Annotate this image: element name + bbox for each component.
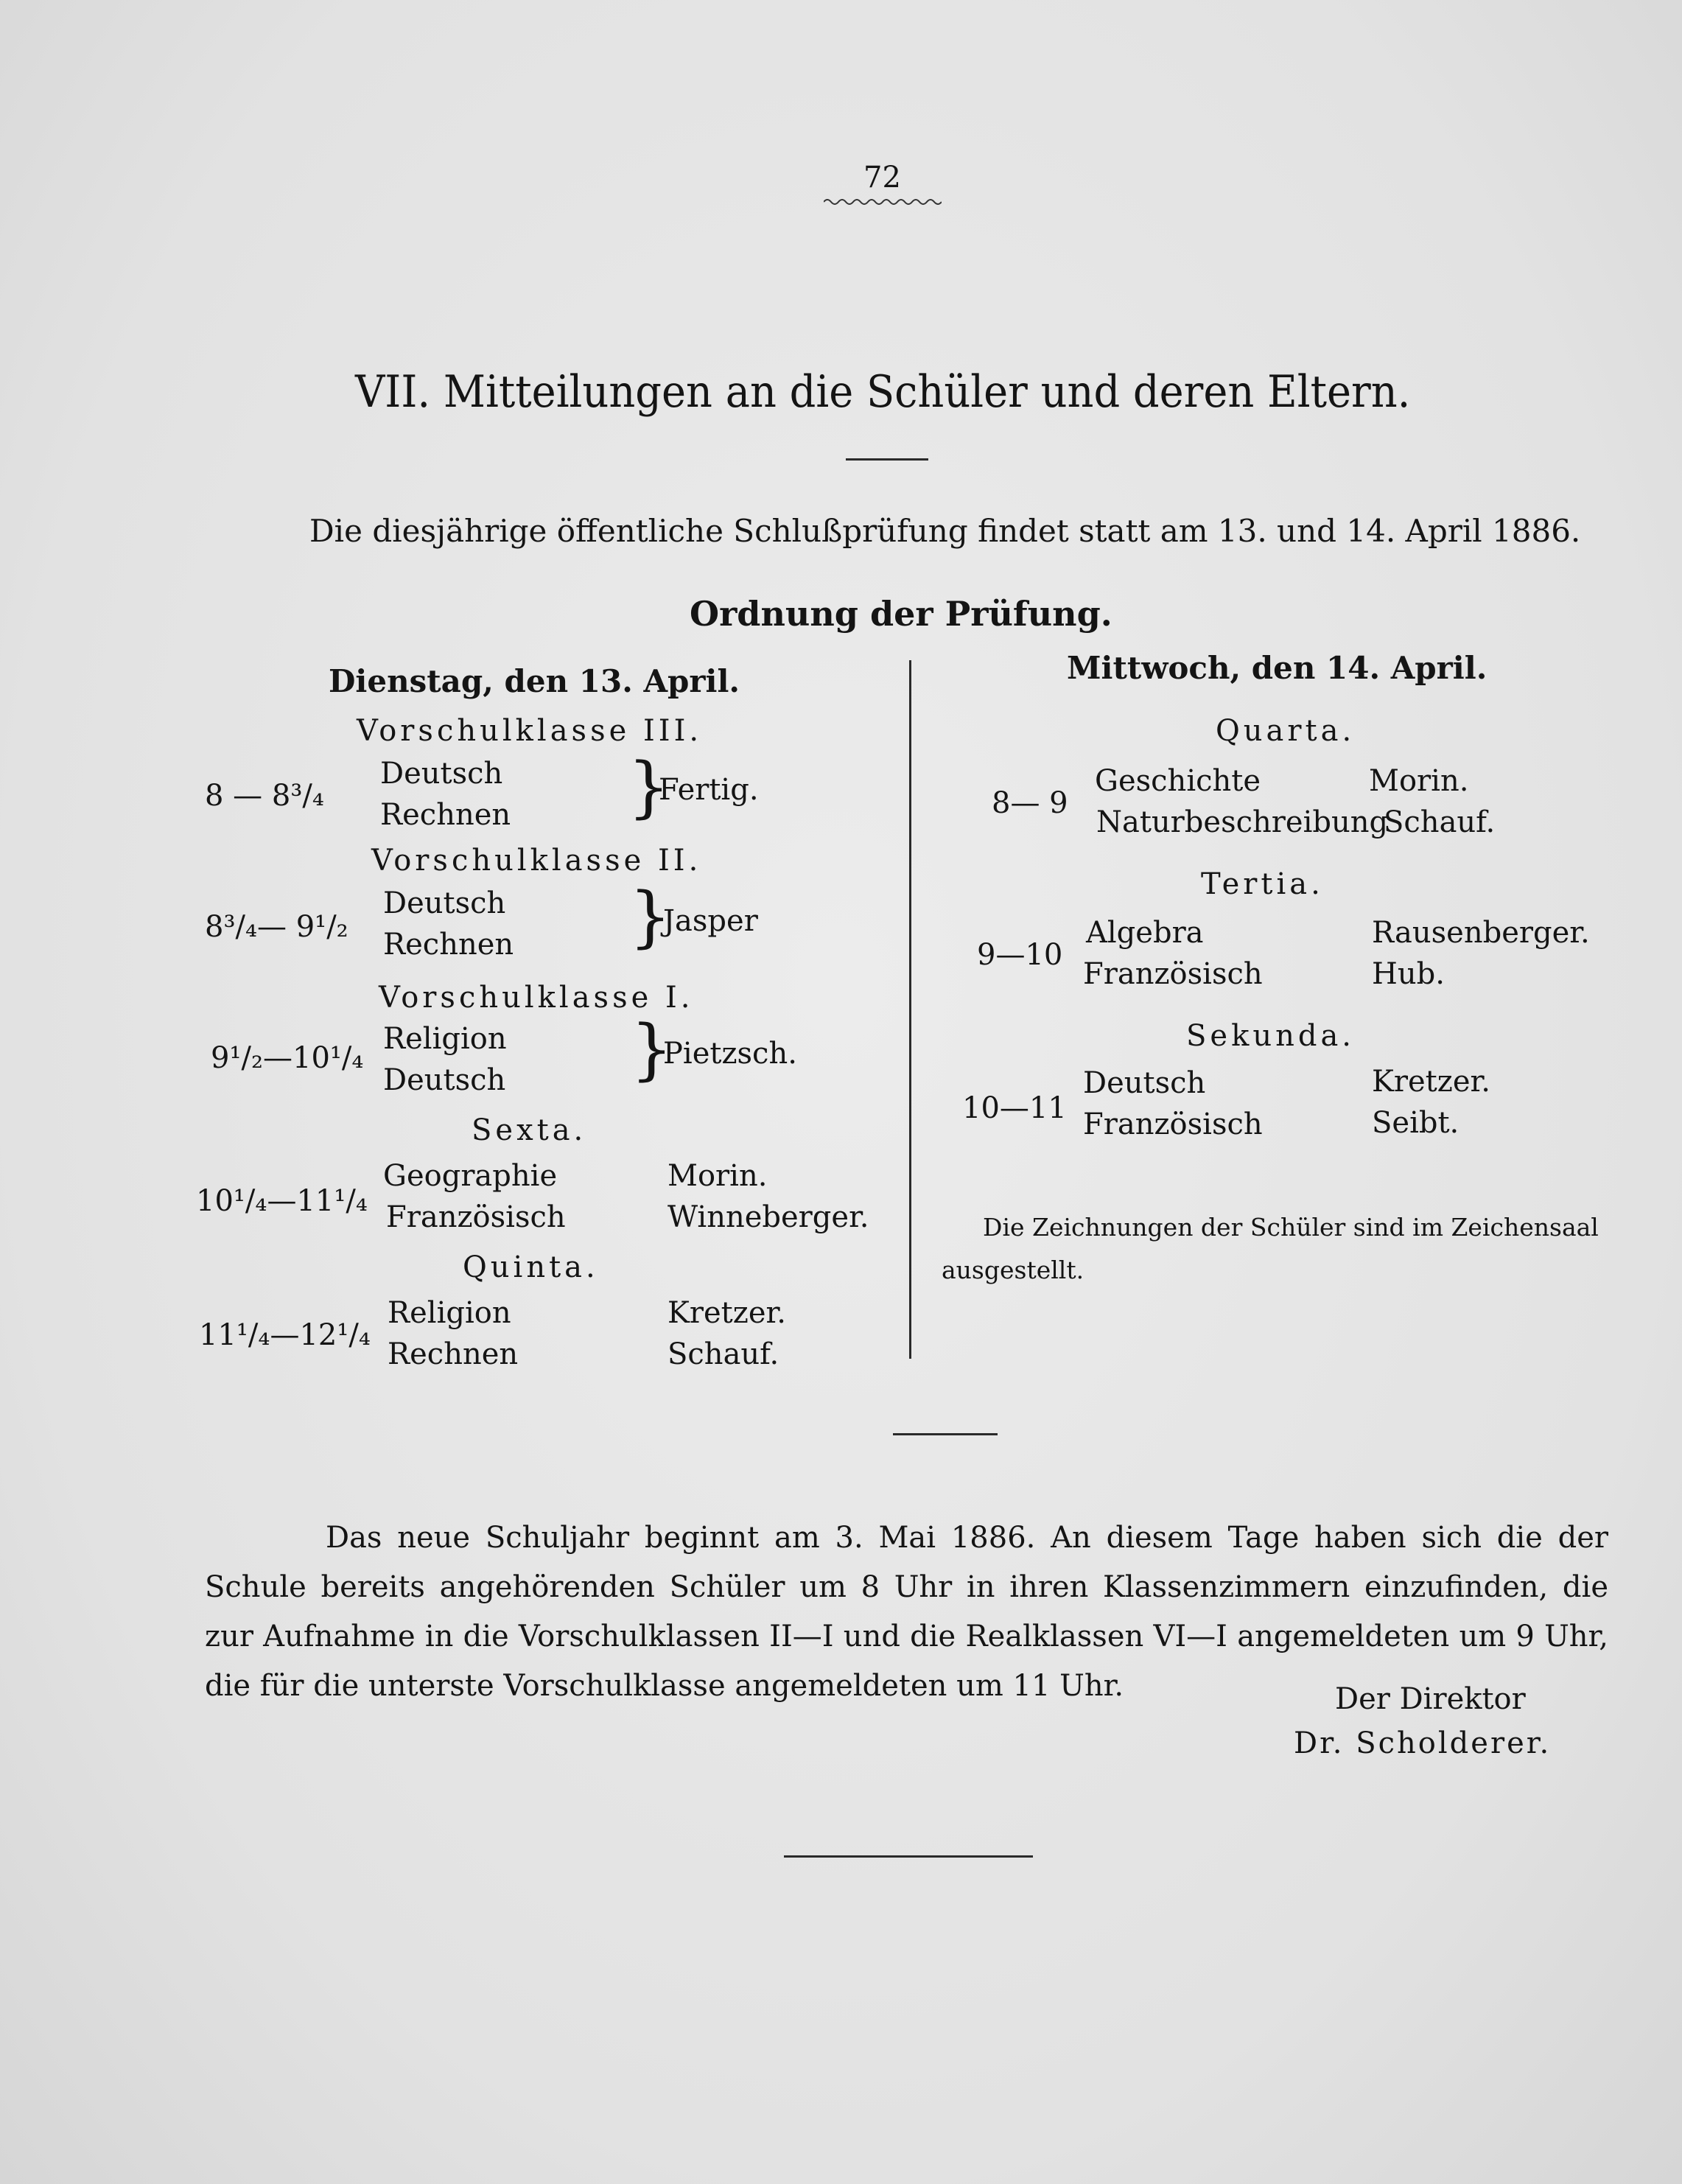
class-title: Vorschulklasse II.	[371, 844, 702, 878]
subject: Religion	[388, 1296, 511, 1330]
subject: Französisch	[1083, 1107, 1263, 1141]
subject: Geschichte	[1095, 764, 1261, 798]
teacher: Fertig.	[659, 773, 759, 807]
class-title: Tertia.	[1201, 867, 1324, 901]
subject: Naturbeschreibung	[1096, 805, 1389, 839]
time-slot: 10—11	[962, 1091, 1067, 1125]
brace: }	[629, 878, 672, 956]
class-title: Vorschulklasse I.	[379, 981, 694, 1015]
heading-rule	[846, 458, 928, 461]
class-title: Quinta.	[463, 1250, 599, 1284]
subject: Rechnen	[380, 798, 511, 832]
class-title: Sexta.	[472, 1113, 587, 1147]
signature-name: Dr. Scholderer.	[1294, 1726, 1552, 1760]
subject: Rechnen	[388, 1337, 519, 1371]
teacher: Schauf.	[667, 1337, 779, 1371]
subject: Deutsch	[380, 757, 503, 791]
exhibition-note: Die Zeichnungen der Schüler sind im Zeichensaal	[983, 1213, 1599, 1242]
subject: Französisch	[1083, 957, 1263, 991]
closing-text: Das neue Schuljahr beginnt am 3. Mai 1886. An diesem Tage haben sich die der Schule bereits angehörenden Schüler um 8 Uhr in ihren Klassenzimmern einzufinden, die zur Aufnahme in die Vorschulklassen II—I und die Realklassen VI—I angemeldeten um 9 Uhr, die für die unterste Vorschulklasse angemeldeten um 11 Uhr.	[205, 1521, 1608, 1703]
teacher: Kretzer.	[667, 1296, 786, 1330]
left-day-heading: Dienstag, den 13. April.	[329, 663, 740, 699]
exhibition-note-cont: ausgestellt.	[942, 1256, 1084, 1284]
teacher: Winneberger.	[667, 1200, 869, 1234]
subject: Deutsch	[1083, 1066, 1206, 1100]
column-divider	[909, 660, 911, 1359]
class-title: Vorschulklasse III.	[357, 714, 703, 748]
section-rule	[893, 1433, 998, 1435]
closing-paragraph	[205, 1513, 1608, 1711]
page-number: 72	[863, 161, 901, 195]
intro-line: Die diesjährige öffentliche Schlußprüfung findet statt am 13. und 14. April 1886.	[309, 513, 1581, 549]
signature-title: Der Direktor	[1335, 1682, 1526, 1716]
teacher: Morin.	[1369, 764, 1469, 798]
time-slot: 8 — 8³/₄	[205, 779, 324, 813]
teacher: Schauf.	[1384, 805, 1496, 839]
time-slot: 8— 9	[992, 786, 1068, 820]
schedule-heading: Ordnung der Prüfung.	[690, 594, 1112, 634]
teacher: Pietzsch.	[663, 1037, 797, 1071]
brace: }	[631, 1011, 673, 1088]
subject: Geographie	[383, 1159, 558, 1193]
teacher: Rausenberger.	[1372, 916, 1590, 950]
teacher: Jasper	[663, 904, 758, 938]
class-title: Sekunda.	[1186, 1019, 1356, 1053]
teacher: Hub.	[1372, 957, 1445, 991]
time-slot: 9—10	[977, 938, 1063, 972]
time-slot: 8³/₄— 9¹/₂	[205, 910, 348, 944]
subject: Rechnen	[383, 928, 514, 962]
subject: Deutsch	[383, 1063, 506, 1097]
teacher: Seibt.	[1372, 1106, 1460, 1140]
time-slot: 10¹/₄—11¹/₄	[196, 1184, 368, 1218]
subject: Religion	[383, 1022, 507, 1056]
right-day-heading: Mittwoch, den 14. April.	[1067, 650, 1487, 686]
page-number-ornament	[824, 197, 942, 206]
time-slot: 11¹/₄—12¹/₄	[199, 1318, 371, 1352]
bottom-rule	[784, 1855, 1033, 1858]
class-title: Quarta.	[1216, 714, 1356, 748]
subject: Deutsch	[383, 886, 506, 920]
time-slot: 9¹/₂—10¹/₄	[211, 1041, 364, 1075]
section-heading: VII. Mitteilungen an die Schüler und deren Eltern.	[355, 366, 1411, 418]
brace: }	[628, 749, 670, 826]
teacher: Morin.	[667, 1159, 768, 1193]
subject: Französisch	[386, 1200, 566, 1234]
teacher: Kretzer.	[1372, 1065, 1490, 1099]
subject: Algebra	[1086, 916, 1204, 950]
